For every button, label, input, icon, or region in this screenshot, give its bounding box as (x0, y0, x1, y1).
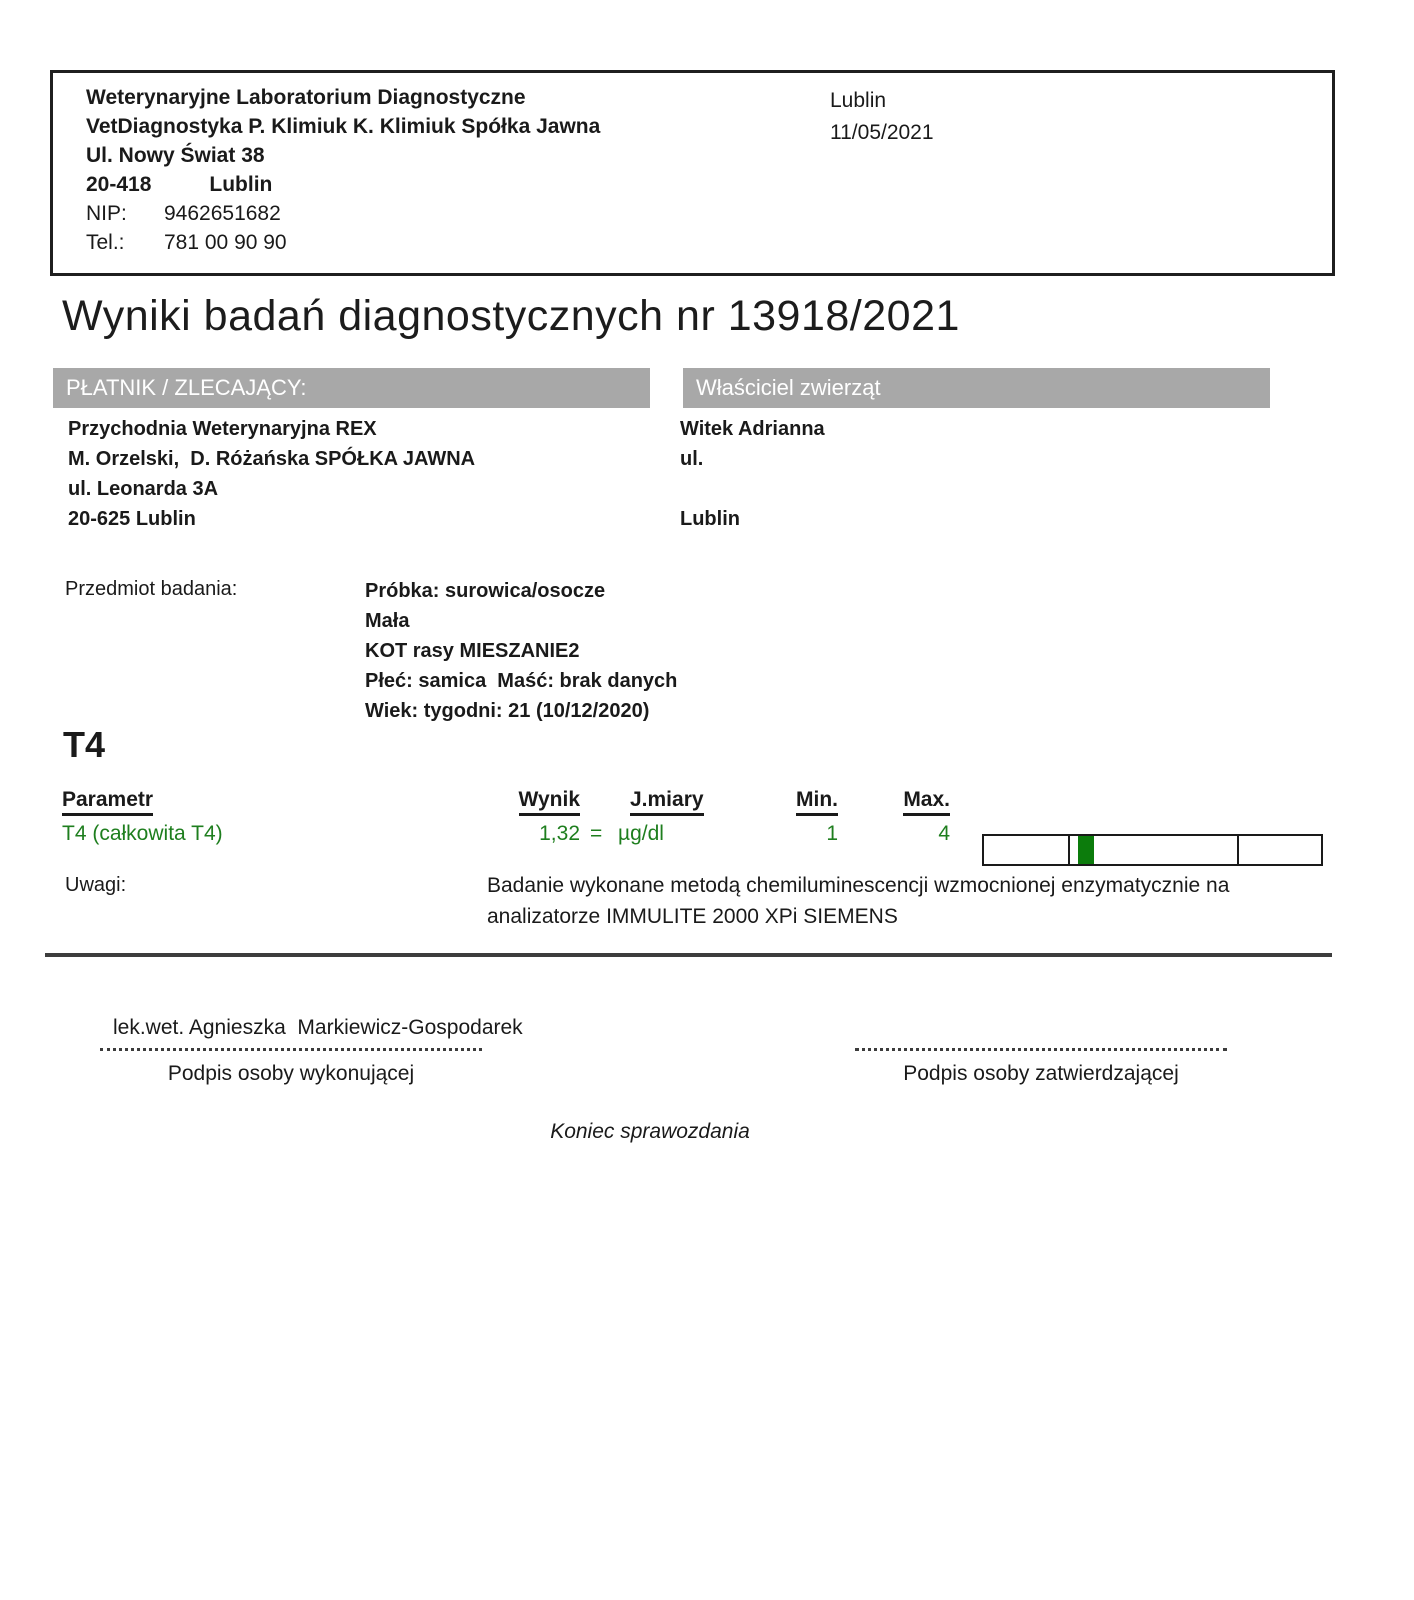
report-date: 11/05/2021 (830, 121, 934, 144)
owner-city: Lublin (680, 508, 740, 530)
report-meta (830, 85, 934, 149)
section-end-rule (45, 953, 1332, 957)
remarks-text (487, 870, 1347, 932)
subject-line: Płeć: samica Maść: brak danych (365, 670, 678, 692)
owner-blank-line (680, 474, 825, 504)
owner-name: Witek Adrianna (680, 418, 825, 440)
owner-block (680, 414, 825, 534)
nip-value: 9462651682 (164, 202, 281, 225)
nip-label: NIP: (86, 202, 127, 225)
tel-label: Tel.: (86, 231, 125, 254)
lab-postal-city (86, 170, 600, 199)
approver-signature-line (855, 1048, 1227, 1051)
result-value: 1,32 (539, 822, 580, 845)
owner-street: ul. (680, 448, 704, 470)
owner-section-header: Właściciel zwierząt (683, 368, 1270, 408)
payer-section-header: PŁATNIK / ZLECAJĄCY: (53, 368, 650, 408)
payer-line: 20-625 Lublin (68, 508, 196, 530)
approver-signature-label: Podpis osoby zatwierdzającej (903, 1062, 1179, 1085)
payer-line: ul. Leonarda 3A (68, 478, 219, 500)
result-flag: = (590, 822, 603, 845)
performer-signature-label: Podpis osoby wykonującej (167, 1062, 415, 1085)
report-city: Lublin (830, 89, 887, 112)
page-title: Wyniki badań diagnostycznych nr 13918/2021 (62, 292, 960, 340)
payer-line: Przychodnia Weterynaryjna REX (68, 418, 377, 440)
lab-tel-row (86, 228, 600, 257)
lab-info (86, 83, 600, 257)
column-header-result: Wynik (502, 788, 580, 816)
lab-street: Ul. Nowy Świat 38 (86, 144, 265, 167)
column-header-unit: J.miary (630, 788, 704, 816)
result-unit: µg/dl (618, 822, 664, 845)
subject-line: KOT rasy MIESZANIE2 (365, 640, 580, 662)
performer-signature-line (100, 1048, 482, 1051)
end-of-report-note: Koniec sprawozdania (550, 1120, 750, 1143)
lab-header-box (50, 70, 1335, 276)
payer-line: M. Orzelski, D. Różańska SPÓŁKA JAWNA (68, 448, 476, 470)
performer-name: lek.wet. Agnieszka Markiewicz-Gospodarek (113, 1016, 523, 1039)
column-header-parameter: Parametr (62, 788, 153, 816)
subject-line: Wiek: tygodni: 21 (10/12/2020) (365, 700, 650, 722)
reference-range-bar (982, 834, 1323, 866)
result-min: 1 (826, 822, 838, 845)
remarks-line: analizatorze IMMULITE 2000 XPi SIEMENS (487, 905, 898, 928)
remarks-label: Uwagi: (65, 874, 127, 896)
subject-block (365, 576, 677, 726)
lab-name-line2: VetDiagnostyka P. Klimiuk K. Klimiuk Spółka Jawna (86, 115, 601, 138)
column-header-min: Min. (738, 788, 838, 816)
range-max-divider (1237, 836, 1239, 864)
remarks-line: Badanie wykonane metodą chemiluminescencji wzmocnionej enzymatycznie na (487, 874, 1230, 897)
results-table (62, 788, 1352, 878)
test-section-title: T4 (63, 724, 106, 765)
lab-city: Lublin (209, 173, 273, 196)
payer-block (68, 414, 475, 534)
column-header-max: Max. (850, 788, 950, 816)
result-max: 4 (938, 822, 950, 845)
lab-postal-code: 20-418 (86, 173, 152, 196)
result-marker (1078, 836, 1094, 864)
subject-label: Przedmiot badania: (65, 578, 238, 600)
subject-line: Próbka: surowica/osocze (365, 580, 606, 602)
range-min-divider (1068, 836, 1070, 864)
lab-nip-row (86, 199, 600, 228)
result-parameter: T4 (całkowita T4) (62, 822, 223, 845)
lab-name-line1: Weterynaryjne Laboratorium Diagnostyczne (86, 86, 526, 109)
tel-value: 781 00 90 90 (164, 231, 287, 254)
subject-line: Mała (365, 610, 410, 632)
